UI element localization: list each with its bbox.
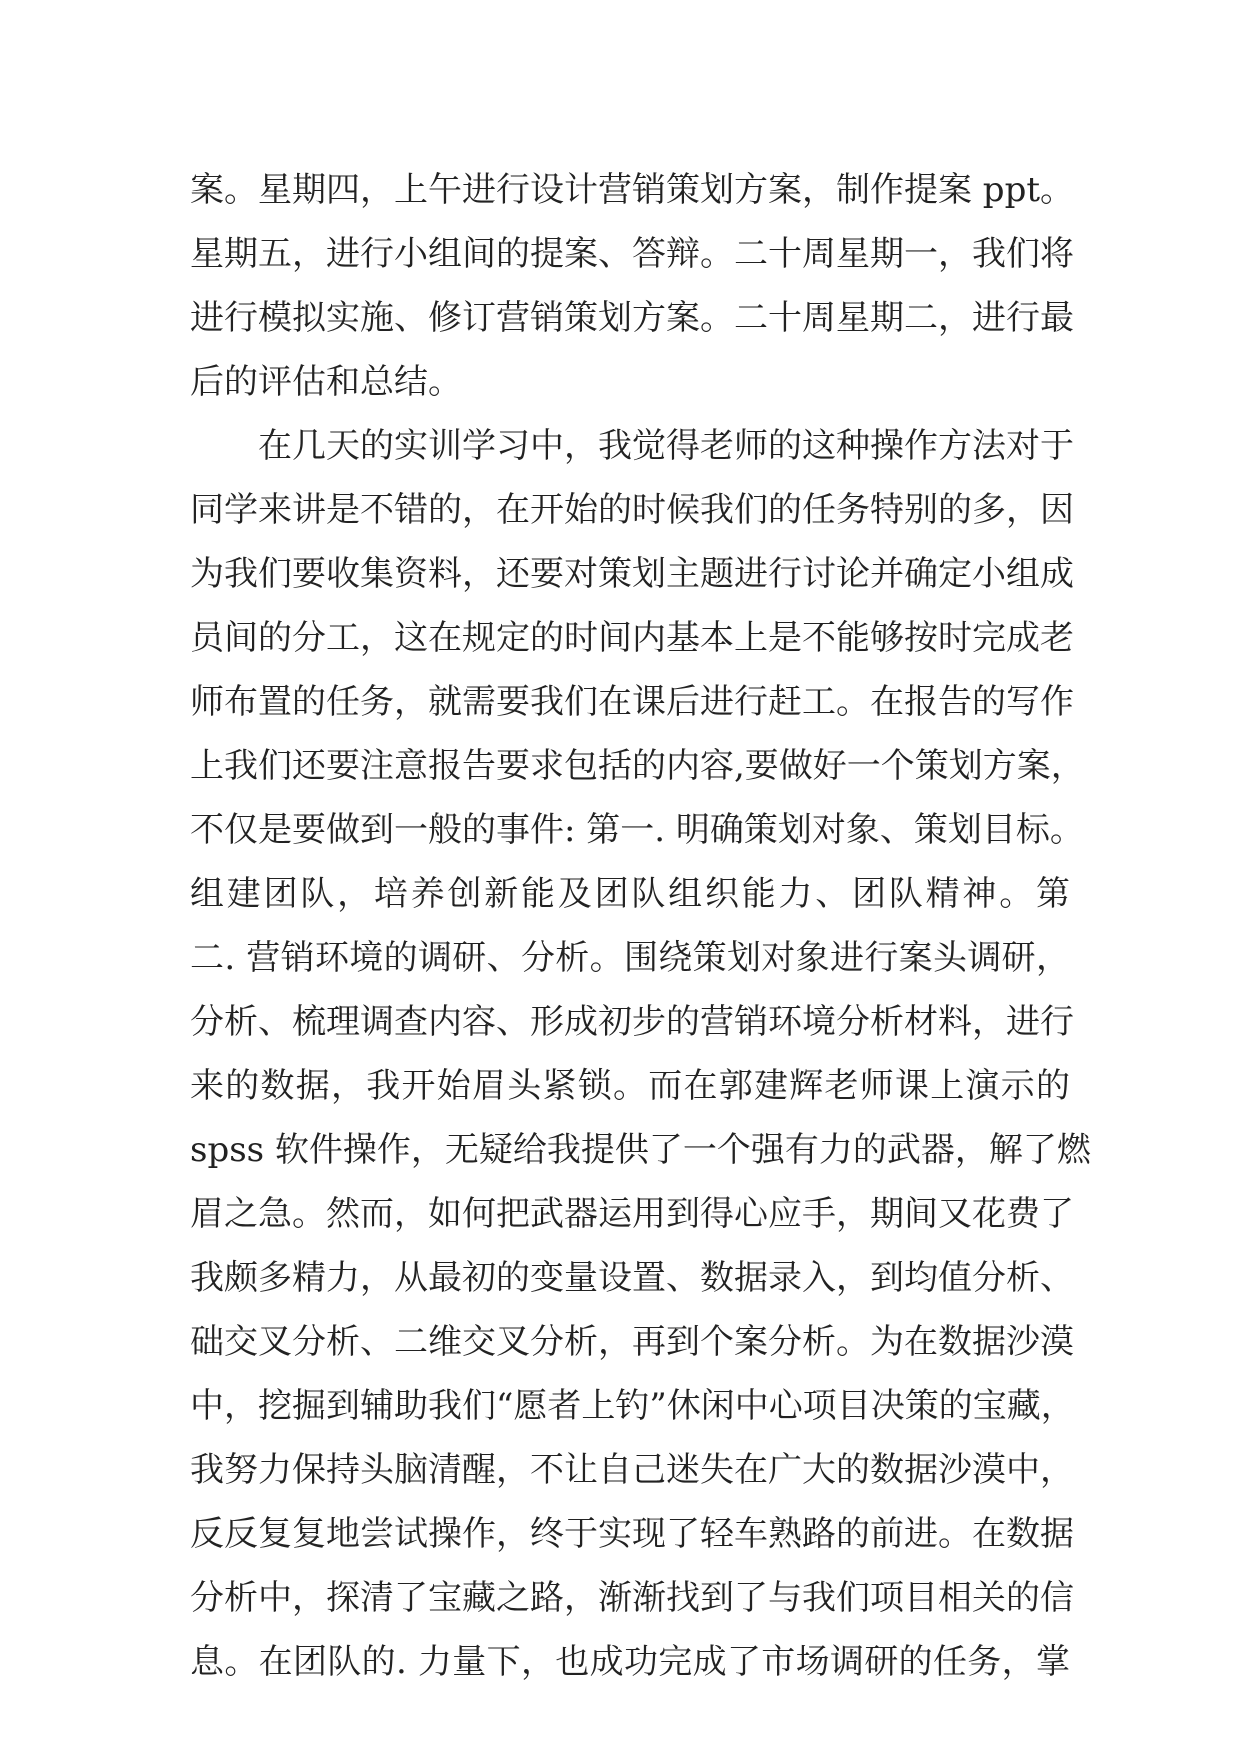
text-line: spss 软件操作，无疑给我提供了一个强有力的武器，解了燃 [190, 1130, 1091, 1170]
text-line: 息。在团队的. 力量下，也成功完成了市场调研的任务，掌 [190, 1642, 1070, 1682]
text-line: 不仅是要做到一般的事件: 第一. 明确策划对象、策划目标。 [190, 810, 1084, 850]
body-text [190, 158, 1091, 1694]
text-line: 上我们还要注意报告要求包括的内容,要做好一个策划方案， [190, 746, 1085, 786]
text-line: 后的评估和总结。 [190, 362, 462, 402]
text-line: 二. 营销环境的调研、分析。围绕策划对象进行案头调研， [190, 938, 1070, 978]
text-line: 员间的分工，这在规定的时间内基本上是不能够按时完成老 [190, 618, 1074, 658]
text-line: 我颇多精力，从最初的变量设置、数据录入，到均值分析、 [190, 1258, 1074, 1298]
text-line: 进行模拟实施、修订营销策划方案。二十周星期二，进行最 [190, 298, 1074, 338]
text-line: 在几天的实训学习中，我觉得老师的这种操作方法对于 [190, 426, 1074, 466]
text-line: 我努力保持头脑清醒，不让自己迷失在广大的数据沙漠中， [190, 1450, 1074, 1490]
text-line: 为我们要收集资料，还要对策划主题进行讨论并确定小组成 [190, 554, 1074, 594]
text-line: 分析、梳理调查内容、形成初步的营销环境分析材料，进行 [190, 1002, 1074, 1042]
text-line: 同学来讲是不错的，在开始的时候我们的任务特别的多，因 [190, 490, 1074, 530]
text-line: 中，挖掘到辅助我们“愿者上钓”休闲中心项目决策的宝藏， [190, 1386, 1075, 1426]
text-line: 分析中，探清了宝藏之路，渐渐找到了与我们项目相关的信 [190, 1578, 1074, 1618]
text-line: 眉之急。然而，如何把武器运用到得心应手，期间又花费了 [190, 1194, 1074, 1234]
text-line: 案。星期四，上午进行设计营销策划方案，制作提案 ppt。 [190, 170, 1074, 210]
text-line: 师布置的任务，就需要我们在课后进行赶工。在报告的写作 [190, 682, 1074, 722]
text-line: 来的数据，我开始眉头紧锁。而在郭建辉老师课上演示的 [190, 1066, 1070, 1106]
text-line: 星期五，进行小组间的提案、答辩。二十周星期一，我们将 [190, 234, 1074, 274]
text-line: 础交叉分析、二维交叉分析，再到个案分析。为在数据沙漠 [190, 1322, 1074, 1362]
text-line: 组建团队，培养创新能及团队组织能力、团队精神。第 [190, 874, 1070, 914]
text-line: 反反复复地尝试操作，终于实现了轻车熟路的前进。在数据 [190, 1514, 1074, 1554]
